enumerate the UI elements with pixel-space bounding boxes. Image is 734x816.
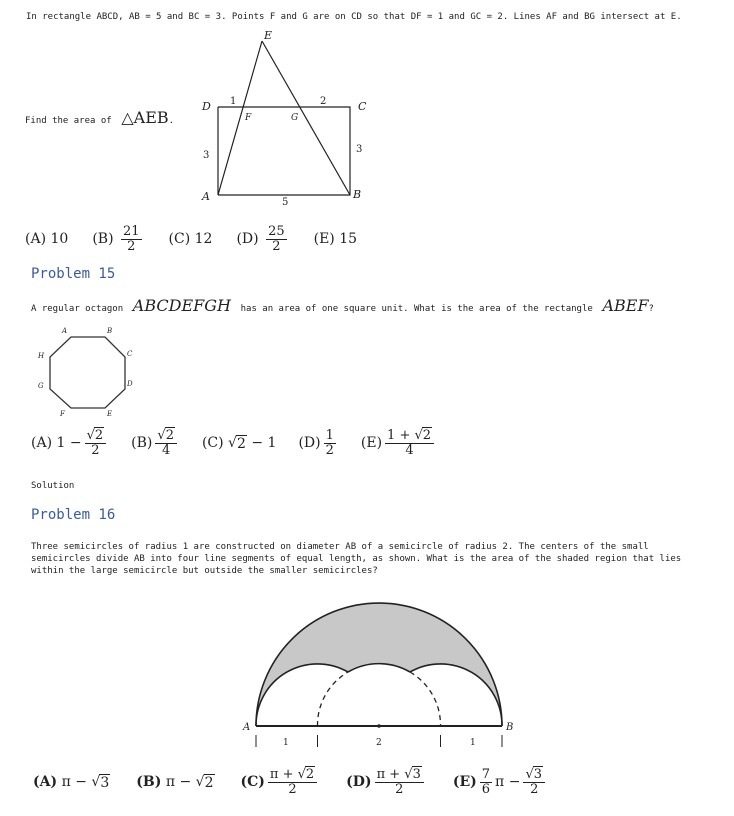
svg-text:E: E [107,410,113,418]
svg-text:A: A [243,722,251,733]
problem15-choices [31,429,437,457]
choice-d[interactable]: (D) $\frac{\pi + √3}{2}$ [346,768,427,796]
question-suffix: . [168,116,175,126]
problem16-heading: Problem 16 [31,507,116,523]
svg-text:F: F [60,410,65,418]
choice-b[interactable]: (B) $\frac{21}{2}$ [92,224,140,254]
choice-e[interactable]: (E) $\frac{1 + √2}{4}$ [361,429,437,457]
problem15-statement: A regular octagon ABCDEFGH has an area of one square unit. What is the area of the rectangle ABEF ? [31,296,654,315]
svg-text:2: 2 [376,738,382,748]
choice-c[interactable]: (C) √ 2 − 1 [201,435,277,452]
rectangle-name: ABEF [602,296,649,315]
problem14-question [25,108,174,127]
choice-e[interactable]: (E) 15 [313,231,358,248]
label-d: D [202,100,211,113]
label-gc: 2 [320,96,327,107]
label-c: C [358,100,367,113]
shaded-region [256,603,502,726]
label-bc: 3 [356,144,363,155]
label-b: B [353,188,362,201]
svg-text:H: H [38,352,45,360]
svg-text:B: B [506,722,514,733]
choice-a[interactable]: (A) π − √ 3 [33,774,110,791]
choice-a[interactable]: (A) 1 − $\frac{√2}{2}$ [31,429,109,457]
svg-text:A: A [62,327,68,335]
label-ad: 3 [203,150,210,161]
rectangle-figure [190,28,380,212]
label-f: F [245,113,252,123]
problem14-statement: In rectangle ABCD, AB = 5 and BC = 3. Points F and G are on CD so that DF = 1 and GC = 2. Lines AF and BG intersect at E. [26,12,682,22]
solution-link[interactable]: Solution [31,481,75,491]
label-a: A [202,190,210,203]
choice-b[interactable]: (B) $\frac{√2}{4}$ [131,429,180,457]
label-ab: 5 [282,197,289,208]
octagon-figure [30,322,140,418]
problem15-heading: Problem 15 [31,266,116,282]
svg-text:B: B [107,327,113,335]
semicircles-figure [238,595,522,751]
choice-c[interactable]: (C) 12 [168,231,213,248]
problem14-choices [25,225,357,253]
label-e: E [264,29,273,42]
problem16-choices [33,768,548,796]
choice-e[interactable]: (E) $\frac{7}{6}$ π − $\frac{√3}{2}$ [453,768,548,796]
label-df: 1 [230,96,237,107]
choice-c[interactable]: (C) $\frac{\pi + √2}{2}$ [241,768,321,796]
octagon-name: ABCDEFGH [132,296,231,315]
choice-d[interactable]: (D) $\frac{1}{2}$ [298,428,334,458]
svg-text:C: C [127,350,133,358]
svg-text:G: G [38,382,44,390]
svg-text:1: 1 [470,738,476,748]
choice-b[interactable]: (B) π − √ 2 [136,774,214,791]
choice-d[interactable]: (D) $\frac{25}{2}$ [236,224,285,254]
problem16-statement: Three semicircles of radius 1 are constructed on diameter AB of a semicircle of radius 2. The centers of the small semicircles divide AB into four line segments of equal length, as shown. What is the area of the shaded region that lies within the large semicircle but outside the smaller semicircles? [31,542,682,576]
label-g: G [291,113,299,123]
question-prefix: Find the area of [25,116,112,126]
choice-a[interactable]: (A) 10 [25,231,69,248]
svg-text:1: 1 [283,738,289,748]
question-math: △AEB [121,108,169,127]
svg-text:D: D [127,380,133,388]
